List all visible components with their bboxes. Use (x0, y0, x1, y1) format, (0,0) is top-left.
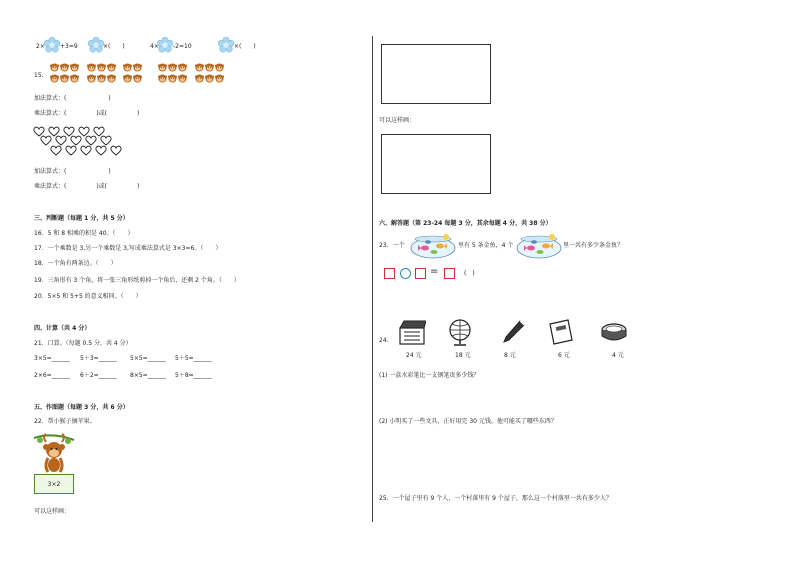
price-label: 4 元 (612, 352, 624, 359)
mul-formula-1: 乘法算式：( )或( ) (34, 110, 140, 117)
flower-icon (218, 37, 234, 53)
q24-sub-2: (2) 小明买了一些文具，正好用完 30 元钱。他可能买了哪些东西？ (379, 418, 557, 425)
monkey-icon (97, 63, 106, 72)
calc-cell: 8×5=______ (130, 372, 166, 379)
q24-number: 24. (379, 337, 389, 344)
q14-b-prefix: 4× (150, 43, 159, 50)
answer-square (444, 268, 455, 279)
monkey-icon (70, 74, 79, 83)
fishbowl-icon (408, 233, 458, 259)
flower-icon (157, 37, 173, 53)
section-4-title: 四、计算（共 4 分） (34, 325, 91, 332)
q21-title: 21．口算。（每题 0.5 分，共 4 分） (34, 340, 132, 347)
price-label: 8 元 (504, 352, 516, 359)
monkey-icon (178, 74, 187, 83)
monkey-icon (215, 63, 224, 72)
monkey-icon (205, 63, 214, 72)
calc-cell: 2×6=______ (34, 372, 70, 379)
watercolor-box-icon (398, 318, 426, 346)
fishbowl-icon (514, 233, 564, 259)
monkey-icon (215, 74, 224, 83)
monkey-icon (70, 63, 79, 72)
calc-cell: 5×5=______ (130, 355, 166, 362)
operator-circle (400, 268, 411, 279)
monkey-icon (60, 74, 69, 83)
q23-text-c: 里一共有多少条金鱼？ (563, 242, 624, 249)
monkey-icon (107, 74, 116, 83)
flower-icon (88, 37, 104, 53)
price-label: 6 元 (558, 352, 570, 359)
q23-text-a: 23．一个 (379, 242, 405, 249)
sign-text: 3×2 (47, 481, 61, 488)
monkey-icon (87, 63, 96, 72)
pen-icon (500, 318, 528, 346)
answer-square (384, 268, 395, 279)
section-5-title: 五、作图题（每题 3 分，共 6 分） (34, 404, 129, 411)
equals-sign: = (430, 266, 439, 277)
q15-number: 15. (34, 72, 44, 79)
heart-icon (95, 145, 107, 156)
price-label: 24 元 (406, 352, 422, 359)
mul-formula-2: 乘法算式：( )或( ) (34, 183, 140, 190)
judge-item: 17．一个乘数是 3,另一个乘数是 3,写成乘法算式是 3×3=6。（ ） (34, 245, 222, 252)
monkey-icon (158, 74, 167, 83)
price-label: 18 元 (455, 352, 471, 359)
q14-a-tail: ×( ) (103, 43, 125, 50)
calc-cell: 5＋3=______ (80, 355, 117, 362)
monkey-icon (178, 63, 187, 72)
monkey-icon (123, 63, 132, 72)
q22-title: 22．帮小猴子摘苹果。 (34, 418, 96, 425)
q14-b-mid: -2=10 (173, 43, 192, 50)
heart-icon (65, 145, 77, 156)
monkey-icon (87, 74, 96, 83)
heart-icon (50, 145, 62, 156)
monkey-icon (133, 74, 142, 83)
monkey-icon (123, 74, 132, 83)
q23-paren: ( ) (464, 270, 475, 277)
drawing-box-2 (381, 134, 491, 194)
draw-here-label-right: 可以这样画： (379, 117, 416, 124)
q14-b-tail: ×( ) (234, 43, 256, 50)
answer-square (415, 268, 426, 279)
add-formula-1: 加法算式：( ) (34, 95, 111, 102)
judge-item: 19．三角形有 3 个角，将一张三角形纸剪掉一个角后，还剩 2 个角。（ ） (34, 277, 240, 284)
flower-icon (44, 37, 60, 53)
q14-a-prefix: 2× (36, 43, 45, 50)
monkey-icon (205, 74, 214, 83)
draw-here-label: 可以这样画： (34, 508, 71, 515)
monkey-icon (168, 74, 177, 83)
judge-item: 20．5×5 和 5+5 的意义相同。（ ） (34, 293, 142, 300)
monkey-icon (168, 63, 177, 72)
monkey-icon (158, 63, 167, 72)
calc-cell: 6＋2=______ (80, 372, 117, 379)
globe-icon (446, 318, 474, 346)
judge-item: 18．一个角有两条边。（ ） (34, 260, 117, 267)
monkey-icon (195, 74, 204, 83)
q14-a-mid: +3=9 (60, 43, 78, 50)
monkey-icon (50, 74, 59, 83)
heart-icon (80, 145, 92, 156)
monkey-icon (195, 63, 204, 72)
notebook-icon (546, 318, 574, 346)
monkey-icon (97, 74, 106, 83)
q25-text: 25．一个屋子里有 9 个人，一个村落里有 9 个屋子，那么这一个村落里一共有多少人？ (379, 495, 612, 502)
q23-text-b: 里有 5 条金鱼，4 个 (458, 242, 514, 249)
judge-item: 16．5 和 8 相乘的积是 40。（ ） (34, 230, 134, 237)
heart-icon (110, 145, 122, 156)
sign-board (34, 474, 74, 494)
monkey-icon (133, 63, 142, 72)
eraser-tin-icon (600, 318, 628, 346)
monkey-icon (107, 63, 116, 72)
calc-cell: 5＋8=______ (175, 372, 212, 379)
q24-sub-1: (1) 一盒水彩笔比一支钢笔贵多少钱？ (379, 372, 480, 379)
section-3-title: 三、判断题（每题 1 分，共 5 分） (34, 215, 129, 222)
monkey-icon (60, 63, 69, 72)
calc-cell: 5＋5=______ (175, 355, 212, 362)
add-formula-2: 加法算式：( ) (34, 168, 111, 175)
section-6-title: 六、解答题（第 23-24 每题 3 分，其余每题 4 分，共 38 分） (379, 220, 552, 227)
column-divider (372, 36, 373, 522)
monkey-icon (50, 63, 59, 72)
drawing-box-1 (381, 44, 491, 104)
calc-cell: 3×5=______ (34, 355, 70, 362)
